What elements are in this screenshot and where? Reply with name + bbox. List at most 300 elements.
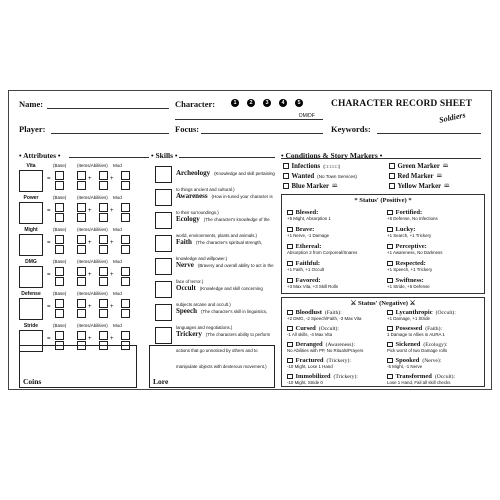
status-item: [387, 357, 485, 369]
skill-desc: (The character's spiritual strength, knowledge and willpower.): [176, 240, 263, 261]
status-item: [287, 260, 385, 272]
character-dot-3[interactable]: 3: [263, 99, 271, 107]
skill-row: [151, 186, 277, 215]
status-name-row: [287, 226, 385, 233]
status-item: [387, 277, 485, 289]
attribute-value-box[interactable]: [77, 235, 86, 244]
status-name: Lycanthropic: [395, 309, 433, 316]
attribute-operator: =: [47, 240, 51, 246]
character-field[interactable]: [175, 119, 323, 120]
status-tag: (Nerve):: [422, 357, 442, 364]
attribute-value-box[interactable]: [55, 309, 64, 318]
attribute-value-box[interactable]: [55, 299, 64, 308]
status-name-row: [387, 260, 485, 267]
attribute-value-box[interactable]: [99, 267, 108, 276]
attribute-name: Defense: [21, 291, 41, 297]
condition-name: Blue Marker: [291, 182, 330, 190]
attribute-value-box[interactable]: [77, 309, 86, 318]
skills-title: • Skills •: [151, 151, 178, 160]
attribute-row: [19, 227, 149, 257]
status-name-row: [387, 325, 485, 332]
name-label: Name:: [19, 99, 44, 109]
status-name: Deranged: [295, 341, 323, 348]
attribute-value-box[interactable]: [121, 277, 130, 286]
status-item: [387, 309, 485, 321]
attributes-list: [19, 163, 149, 363]
status-name-row: [287, 209, 385, 216]
status-item: [387, 260, 485, 272]
skill-row: [151, 255, 277, 284]
skill-desc: (Knowledge and skill concerning subjects arcane and occult.): [176, 286, 263, 307]
status-name-row: [287, 309, 385, 316]
focus-label: Focus:: [175, 124, 200, 134]
character-dots: [231, 99, 303, 107]
status-name: Bloodlust: [295, 309, 322, 316]
status-desc: +1 Awareness, No Darkness: [387, 250, 443, 255]
coins-label: Coins: [23, 377, 42, 386]
status-name: Ethereal:: [295, 243, 322, 250]
status-checkbox[interactable]: [387, 374, 393, 380]
attribute-operator: =: [47, 208, 51, 214]
attribute-value-box[interactable]: [121, 203, 130, 212]
status-desc: -5 Might, -1 Nerve: [387, 364, 423, 369]
status-name: Spooked: [395, 357, 420, 364]
status-name: Favored:: [295, 277, 321, 284]
attribute-value-box[interactable]: [99, 299, 108, 308]
attribute-value-box[interactable]: [55, 331, 64, 340]
status-item: [387, 373, 485, 385]
coins-box[interactable]: [19, 345, 137, 388]
status-checkbox[interactable]: [387, 227, 393, 233]
attribute-row: [19, 259, 149, 289]
attribute-row: [19, 291, 149, 321]
condition-item: [283, 181, 357, 191]
attribute-operator: =: [47, 304, 51, 310]
status-item: [387, 243, 485, 255]
attribute-operator: +: [88, 240, 92, 246]
attributes-title: • Attributes •: [19, 151, 61, 160]
attribute-value-box[interactable]: [55, 235, 64, 244]
status-checkbox[interactable]: [387, 342, 393, 348]
status-name-row: [287, 243, 385, 250]
status-name: Possessed: [395, 325, 423, 332]
status-checkbox[interactable]: [387, 358, 393, 364]
condition-checkbox[interactable]: [389, 163, 395, 169]
condition-detail: 🕮: [436, 173, 442, 178]
status-checkbox[interactable]: [287, 358, 293, 364]
skill-value-box[interactable]: [155, 258, 172, 275]
skill-row: [151, 232, 277, 261]
status-name-row: [287, 357, 385, 364]
attribute-operator: =: [47, 272, 51, 278]
condition-item: [389, 181, 450, 191]
attribute-value-box[interactable]: [77, 245, 86, 254]
status-checkbox[interactable]: [287, 261, 293, 267]
skill-value-box[interactable]: [155, 212, 172, 229]
attribute-operator: =: [47, 176, 51, 182]
attribute-name: Power: [23, 195, 39, 201]
character-label: Character:: [175, 99, 216, 109]
status-name-row: [287, 325, 385, 332]
skill-name: Trickery: [176, 330, 202, 338]
skill-desc: (The character's knowledge of the world, environments, plants and animals.): [176, 217, 270, 238]
attribute-value-box[interactable]: [121, 299, 130, 308]
attribute-operator: +: [110, 272, 114, 278]
attribute-total-box[interactable]: [19, 170, 43, 192]
keywords-label: Keywords:: [331, 124, 371, 134]
character-dot-5[interactable]: 5: [295, 99, 303, 107]
status-positive-title: * Status' (Positive) *: [354, 197, 412, 204]
skill-desc: (Knowledge and skill pertaining to things ancient and cultural.): [176, 171, 275, 192]
attribute-col-label: Mod: [113, 259, 122, 264]
condition-detail: 🕮: [332, 183, 338, 188]
attribute-operator: +: [110, 336, 114, 342]
skill-value-box[interactable]: [155, 281, 172, 298]
attribute-name: Stride: [23, 323, 39, 329]
sheet-title: CHARACTER RECORD SHEET: [331, 99, 473, 109]
attribute-col-label: (Items/Abilities): [77, 227, 108, 232]
attribute-operator: +: [88, 272, 92, 278]
status-name: Fractured: [295, 357, 324, 364]
status-checkbox[interactable]: [287, 342, 293, 348]
player-label: Player:: [19, 124, 46, 134]
status-checkbox[interactable]: [287, 210, 293, 216]
skill-value-box[interactable]: [155, 189, 172, 206]
character-dot-1[interactable]: 1: [231, 99, 239, 107]
condition-detail: 🕮: [442, 163, 449, 168]
attribute-operator: +: [110, 208, 114, 214]
attribute-col-label: Mod: [113, 195, 122, 200]
condition-name: Infections: [291, 162, 321, 170]
status-item: [287, 325, 385, 337]
condition-name: Green Marker: [397, 162, 440, 170]
attribute-col-label: (Items/Abilities): [77, 323, 108, 328]
condition-checkbox[interactable]: [283, 173, 289, 179]
status-name: Faithful:: [295, 260, 321, 267]
status-name-row: [387, 243, 485, 250]
status-desc: +5 Might, Absorption 1: [287, 216, 331, 221]
status-checkbox[interactable]: [387, 244, 393, 250]
attribute-col-label: Mod: [113, 163, 122, 168]
status-tag: (Trickery):: [326, 357, 351, 364]
attribute-value-box[interactable]: [121, 267, 130, 276]
attribute-value-box[interactable]: [55, 267, 64, 276]
attribute-value-box[interactable]: [77, 331, 86, 340]
attribute-col-label: (Items/Abilities): [77, 259, 108, 264]
condition-item: [283, 171, 357, 181]
character-record-sheet: [8, 90, 492, 390]
condition-checkbox[interactable]: [389, 183, 395, 189]
status-desc: -1 All skills, -4 Max Vita: [287, 332, 333, 337]
attribute-value-box[interactable]: [77, 203, 86, 212]
attribute-value-box[interactable]: [99, 235, 108, 244]
attribute-value-box[interactable]: [55, 181, 64, 190]
attribute-value-box[interactable]: [77, 299, 86, 308]
attribute-value-box[interactable]: [121, 245, 130, 254]
status-name: Perceptive:: [395, 243, 427, 250]
attribute-value-box[interactable]: [77, 213, 86, 222]
attribute-value-box[interactable]: [121, 213, 130, 222]
status-checkbox[interactable]: [387, 210, 393, 216]
status-item: [287, 373, 385, 385]
attribute-total-box[interactable]: [19, 202, 43, 224]
status-name: Blessed:: [295, 209, 319, 216]
status-item: [287, 309, 385, 321]
skill-row: [151, 324, 277, 369]
attribute-operator: =: [47, 336, 51, 342]
attributes-divider: [69, 157, 149, 158]
status-name: Swiftness:: [395, 277, 424, 284]
attribute-col-label: Mod: [113, 291, 122, 296]
status-name-row: [387, 226, 485, 233]
attribute-value-box[interactable]: [99, 171, 108, 180]
condition-name: Yellow Marker: [397, 182, 442, 190]
skill-row: [151, 163, 277, 192]
attribute-operator: +: [110, 304, 114, 310]
attribute-operator: +: [110, 176, 114, 182]
skill-name: Faith: [176, 238, 192, 246]
attribute-value-box[interactable]: [77, 277, 86, 286]
status-checkbox[interactable]: [287, 310, 293, 316]
skill-name: Nerve: [176, 261, 194, 269]
conditions-divider: [281, 158, 481, 159]
name-field[interactable]: [47, 108, 169, 109]
status-item: [287, 357, 385, 369]
status-name: Respected:: [395, 260, 426, 267]
status-name-row: [287, 373, 385, 380]
attribute-col-label: (Items/Abilities): [77, 291, 108, 296]
skill-name: Speech: [176, 307, 197, 315]
attribute-col-label: (Base): [53, 259, 67, 264]
status-checkbox[interactable]: [287, 227, 293, 233]
status-name-row: [287, 260, 385, 267]
attribute-col-label: (Base): [53, 291, 67, 296]
status-tag: (Occult):: [434, 373, 456, 380]
attribute-operator: +: [88, 304, 92, 310]
status-desc: -10 Might, Stride 0: [287, 380, 323, 385]
status-name: Fortified:: [395, 209, 423, 216]
attribute-value-box[interactable]: [77, 171, 86, 180]
attribute-col-label: (Base): [53, 323, 67, 328]
status-item: [387, 209, 485, 221]
attribute-value-box[interactable]: [121, 331, 130, 340]
attribute-value-box[interactable]: [77, 267, 86, 276]
attribute-col-label: (Base): [53, 227, 67, 232]
status-name: Immobilized: [295, 373, 331, 380]
condition-item: [283, 161, 357, 171]
skill-row: [151, 209, 277, 238]
status-item: [287, 341, 385, 353]
status-item: [287, 226, 385, 238]
status-desc: +1 Speech, +1 Trickery: [387, 267, 433, 272]
condition-name: Red Marker: [397, 172, 434, 180]
status-item: [387, 341, 485, 353]
skill-desc: (How in-tuned your character is to their surroundings.): [176, 194, 273, 215]
attribute-value-box[interactable]: [55, 171, 64, 180]
skill-desc: (Bravery and overall ability to act in the face of terror.): [176, 263, 274, 284]
status-checkbox[interactable]: [387, 310, 393, 316]
status-desc: +1 Faith, +1 Occult: [287, 267, 325, 272]
skill-desc: (The characters ability to perform actions that go unnoticed by others and to manipulate objects with dexterous movement.): [176, 332, 271, 369]
character-dot-2[interactable]: 2: [247, 99, 255, 107]
keywords-field[interactable]: [377, 133, 481, 134]
conditions-right-list: [389, 161, 450, 191]
condition-checkbox[interactable]: [283, 163, 289, 169]
condition-item: [389, 171, 450, 181]
status-name-row: [387, 373, 485, 380]
attribute-value-box[interactable]: [55, 213, 64, 222]
attribute-col-label: (Items/Abilities): [77, 163, 108, 168]
attribute-operator: +: [88, 208, 92, 214]
attribute-total-box[interactable]: [19, 266, 43, 288]
status-desc: Lose 1 Hand, Fail all skill checks: [387, 380, 451, 385]
attribute-operator: +: [110, 240, 114, 246]
skill-name: Ecology: [176, 215, 200, 223]
status-item: [387, 325, 485, 337]
attribute-value-box[interactable]: [99, 277, 108, 286]
status-tag: (Trickery):: [333, 373, 358, 380]
status-name: Cursed: [295, 325, 316, 332]
status-tag: (Occult):: [435, 309, 456, 316]
attribute-value-box[interactable]: [99, 213, 108, 222]
status-name-row: [387, 357, 485, 364]
player-field[interactable]: [51, 133, 169, 134]
condition-item: [389, 161, 450, 171]
status-desc: -10 Might, Lose 1 Hand: [287, 364, 333, 369]
status-name: Sickened: [395, 341, 421, 348]
attribute-col-label: (Base): [53, 163, 67, 168]
attribute-operator: +: [88, 176, 92, 182]
attribute-col-label: (Items/Abilities): [77, 195, 108, 200]
attribute-value-box[interactable]: [55, 245, 64, 254]
status-desc: +1 Nerve, -1 Damage: [287, 233, 330, 238]
attribute-operator: +: [88, 336, 92, 342]
status-desc: Absorption 2 from Corporeal/Snares: [287, 250, 358, 255]
status-name-row: [387, 309, 485, 316]
status-checkbox[interactable]: [387, 278, 393, 284]
status-desc: +3 Max Vita, +3 Skill Rolls: [287, 284, 338, 289]
attribute-value-box[interactable]: [99, 245, 108, 254]
attribute-name: Might: [24, 227, 38, 233]
attribute-total-box[interactable]: [19, 298, 43, 320]
status-tag: (Occult):: [318, 325, 339, 332]
skill-name: Occult: [176, 284, 196, 292]
skill-name: Archeology: [176, 169, 211, 177]
status-negative-box: [281, 297, 485, 387]
skills-divider: [179, 157, 275, 158]
attribute-value-box[interactable]: [77, 181, 86, 190]
status-positive-box: [281, 194, 485, 294]
status-checkbox[interactable]: [287, 278, 293, 284]
attribute-value-box[interactable]: [99, 309, 108, 318]
status-desc: +5 Defense, No Infections: [387, 216, 438, 221]
character-dot-4[interactable]: 4: [279, 99, 287, 107]
status-name: Brave:: [295, 226, 315, 233]
condition-name: Wanted: [291, 172, 315, 180]
skill-value-box[interactable]: [155, 166, 172, 183]
status-name-row: [387, 277, 485, 284]
skills-list: [151, 163, 277, 369]
status-desc: No Abilities with PP, No Rituals/Prayers: [287, 348, 364, 353]
status-name-row: [287, 277, 385, 284]
status-checkbox[interactable]: [287, 244, 293, 250]
status-checkbox[interactable]: [387, 261, 393, 267]
status-item: [387, 226, 485, 238]
skill-desc: (The character's skill in linguistics, languages and negotiations.): [176, 309, 268, 330]
status-desc: +1 Search, +1 Trickery: [387, 233, 432, 238]
skill-value-box[interactable]: [155, 235, 172, 252]
status-desc: Pick worst of two Damage rolls: [387, 348, 448, 353]
status-item: [287, 209, 385, 221]
status-desc: 1 Damage to Allies in AURA 1: [387, 332, 445, 337]
attribute-value-box[interactable]: [99, 331, 108, 340]
attribute-col-label: (Base): [53, 195, 67, 200]
lore-box[interactable]: [149, 345, 275, 388]
skill-value-box[interactable]: [155, 304, 172, 321]
attribute-value-box[interactable]: [121, 171, 130, 180]
condition-detail: 🕮: [444, 183, 450, 188]
attribute-col-label: Mod: [113, 227, 122, 232]
status-name: Transformed: [395, 373, 432, 380]
attribute-value-box[interactable]: [99, 181, 108, 190]
focus-field[interactable]: [201, 133, 323, 134]
status-tag: (Ecology):: [423, 341, 448, 348]
attribute-row: [19, 163, 149, 193]
attribute-value-box[interactable]: [121, 235, 130, 244]
status-tag: (Awareness):: [325, 341, 355, 348]
character-options: DM/DF: [299, 113, 315, 119]
skill-value-box[interactable]: [155, 327, 172, 344]
attribute-col-label: Mod: [113, 323, 122, 328]
conditions-left-list: [283, 161, 357, 191]
conditions-title: • Conditions & Story Markers •: [281, 151, 383, 160]
status-name-row: [387, 341, 485, 348]
skill-name: Awareness: [176, 192, 208, 200]
status-name-row: [387, 209, 485, 216]
soldiers-logo: Soldiers: [438, 110, 467, 125]
attribute-value-box[interactable]: [55, 277, 64, 286]
skill-row: [151, 278, 277, 307]
status-name: Lucky:: [395, 226, 416, 233]
status-tag: (Faith):: [425, 325, 443, 332]
status-desc: +1 Stride, +5 Defense: [387, 284, 430, 289]
condition-detail: (□□□□□): [323, 163, 341, 169]
condition-detail: (No Town Services): [317, 173, 357, 179]
status-negative-title: ⚔ Status' (Negative) ⚔: [350, 300, 416, 307]
status-tag: (Faith):: [324, 309, 342, 316]
status-checkbox[interactable]: [287, 326, 293, 332]
status-checkbox[interactable]: [387, 326, 393, 332]
attribute-total-box[interactable]: [19, 234, 43, 256]
status-checkbox[interactable]: [287, 374, 293, 380]
attribute-value-box[interactable]: [121, 309, 130, 318]
attribute-value-box[interactable]: [99, 203, 108, 212]
attribute-name: Vita: [26, 163, 36, 169]
status-item: [287, 277, 385, 289]
lore-label: Lore: [153, 377, 169, 386]
attribute-value-box[interactable]: [121, 181, 130, 190]
attribute-value-box[interactable]: [55, 203, 64, 212]
status-desc: +2 DMG, -2 Speech/Faith, -3 Max Vita: [287, 316, 362, 321]
attribute-row: [19, 195, 149, 225]
attribute-name: DMG: [25, 259, 37, 265]
condition-checkbox[interactable]: [283, 183, 289, 189]
status-desc: +1 Damage, +1 Stride: [387, 316, 430, 321]
skill-row: [151, 301, 277, 330]
status-item: [287, 243, 385, 255]
condition-checkbox[interactable]: [389, 173, 395, 179]
status-name-row: [287, 341, 385, 348]
